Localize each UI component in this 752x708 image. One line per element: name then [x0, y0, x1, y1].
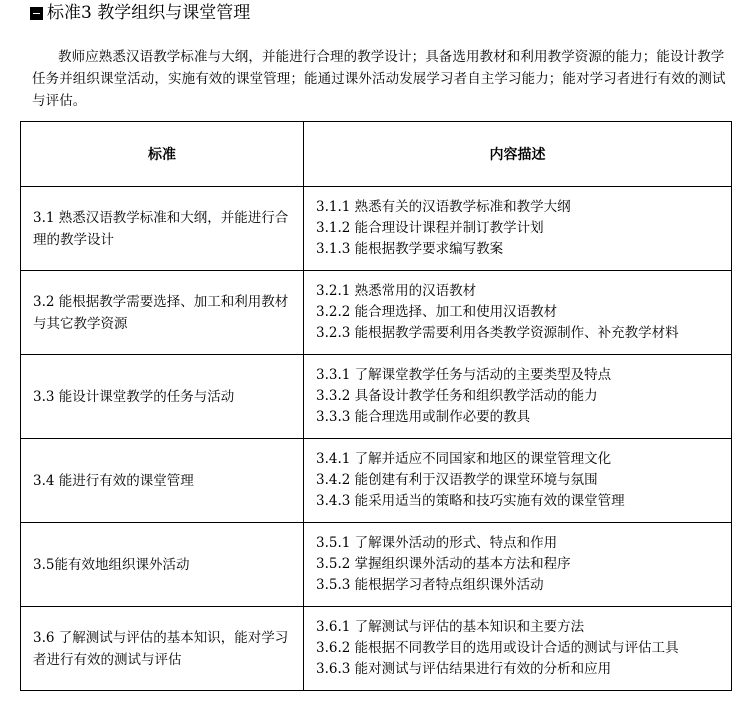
table-row [21, 355, 732, 439]
collapse-icon[interactable] [30, 7, 43, 20]
description-item: 3.3.2 具备设计教学任务和组织教学活动的能力 [316, 388, 598, 404]
description-item: 3.1.1 熟悉有关的汉语教学标准和教学大纲 [316, 199, 571, 215]
table-row [21, 523, 732, 607]
table-header-row [21, 122, 732, 187]
description-item: 3.3.1 了解课堂教学任务与活动的主要类型及特点 [316, 367, 612, 383]
table-row [21, 187, 732, 271]
description-item: 3.2.2 能合理选择、加工和使用汉语教材 [316, 304, 558, 320]
standards-table [20, 121, 732, 691]
table-row [21, 439, 732, 523]
header-standard: 标准 [21, 122, 304, 187]
description-item: 3.6.1 了解测试与评估的基本知识和主要方法 [316, 619, 585, 635]
description-item: 3.4.2 能创建有利于汉语教学的课堂环境与氛围 [316, 472, 598, 488]
description-item: 3.2.3 能根据教学需要利用各类教学资源制作、补充教学材料 [316, 325, 679, 341]
standard-cell: 3.4 能进行有效的课堂管理 [21, 439, 304, 523]
description-item: 3.2.1 熟悉常用的汉语教材 [316, 283, 477, 299]
table-row [21, 271, 732, 355]
description-cell [304, 523, 732, 607]
description-item: 3.5.3 能根据学习者特点组织课外活动 [316, 577, 544, 593]
standard-cell: 3.6 了解测试与评估的基本知识，能对学习者进行有效的测试与评估 [21, 607, 304, 691]
description-cell [304, 187, 732, 271]
description-item: 3.5.1 了解课外活动的形式、特点和作用 [316, 535, 558, 551]
description-item: 3.1.3 能根据教学要求编写教案 [316, 241, 504, 257]
section-title: 标准3 教学组织与课堂管理 [47, 3, 251, 23]
header-description: 内容描述 [304, 122, 732, 187]
description-cell [304, 607, 732, 691]
standard-cell: 3.5能有效地组织课外活动 [21, 523, 304, 607]
description-item: 3.4.3 能采用适当的策略和技巧实施有效的课堂管理 [316, 493, 625, 509]
table-row [21, 607, 732, 691]
description-item: 3.6.2 能根据不同教学目的选用或设计合适的测试与评估工具 [316, 640, 679, 656]
description-item: 3.6.3 能对测试与评估结果进行有效的分析和应用 [316, 661, 612, 677]
description-item: 3.5.2 掌握组织课外活动的基本方法和程序 [316, 556, 571, 572]
description-cell [304, 439, 732, 523]
description-item: 3.1.2 能合理设计课程并制订教学计划 [316, 220, 544, 236]
description-cell [304, 355, 732, 439]
standard-cell: 3.2 能根据教学需要选择、加工和利用教材与其它教学资源 [21, 271, 304, 355]
description-cell [304, 271, 732, 355]
description-item: 3.3.3 能合理选用或制作必要的教具 [316, 409, 531, 425]
standard-cell: 3.1 熟悉汉语教学标准和大纲，并能进行合理的教学设计 [21, 187, 304, 271]
section-header [30, 2, 250, 24]
description-item: 3.4.1 了解并适应不同国家和地区的课堂管理文化 [316, 451, 612, 467]
intro-paragraph: 教师应熟悉汉语教学标准与大纲，并能进行合理的教学设计；具备选用教材和利用教学资源的能力；能设计教学任务并组织课堂活动，实施有效的课堂管理；能通过课外活动发展学习者自主学习能力；能对学习者进行有效的测试与评估。 [32, 49, 726, 109]
standard-cell: 3.3 能设计课堂教学的任务与活动 [21, 355, 304, 439]
